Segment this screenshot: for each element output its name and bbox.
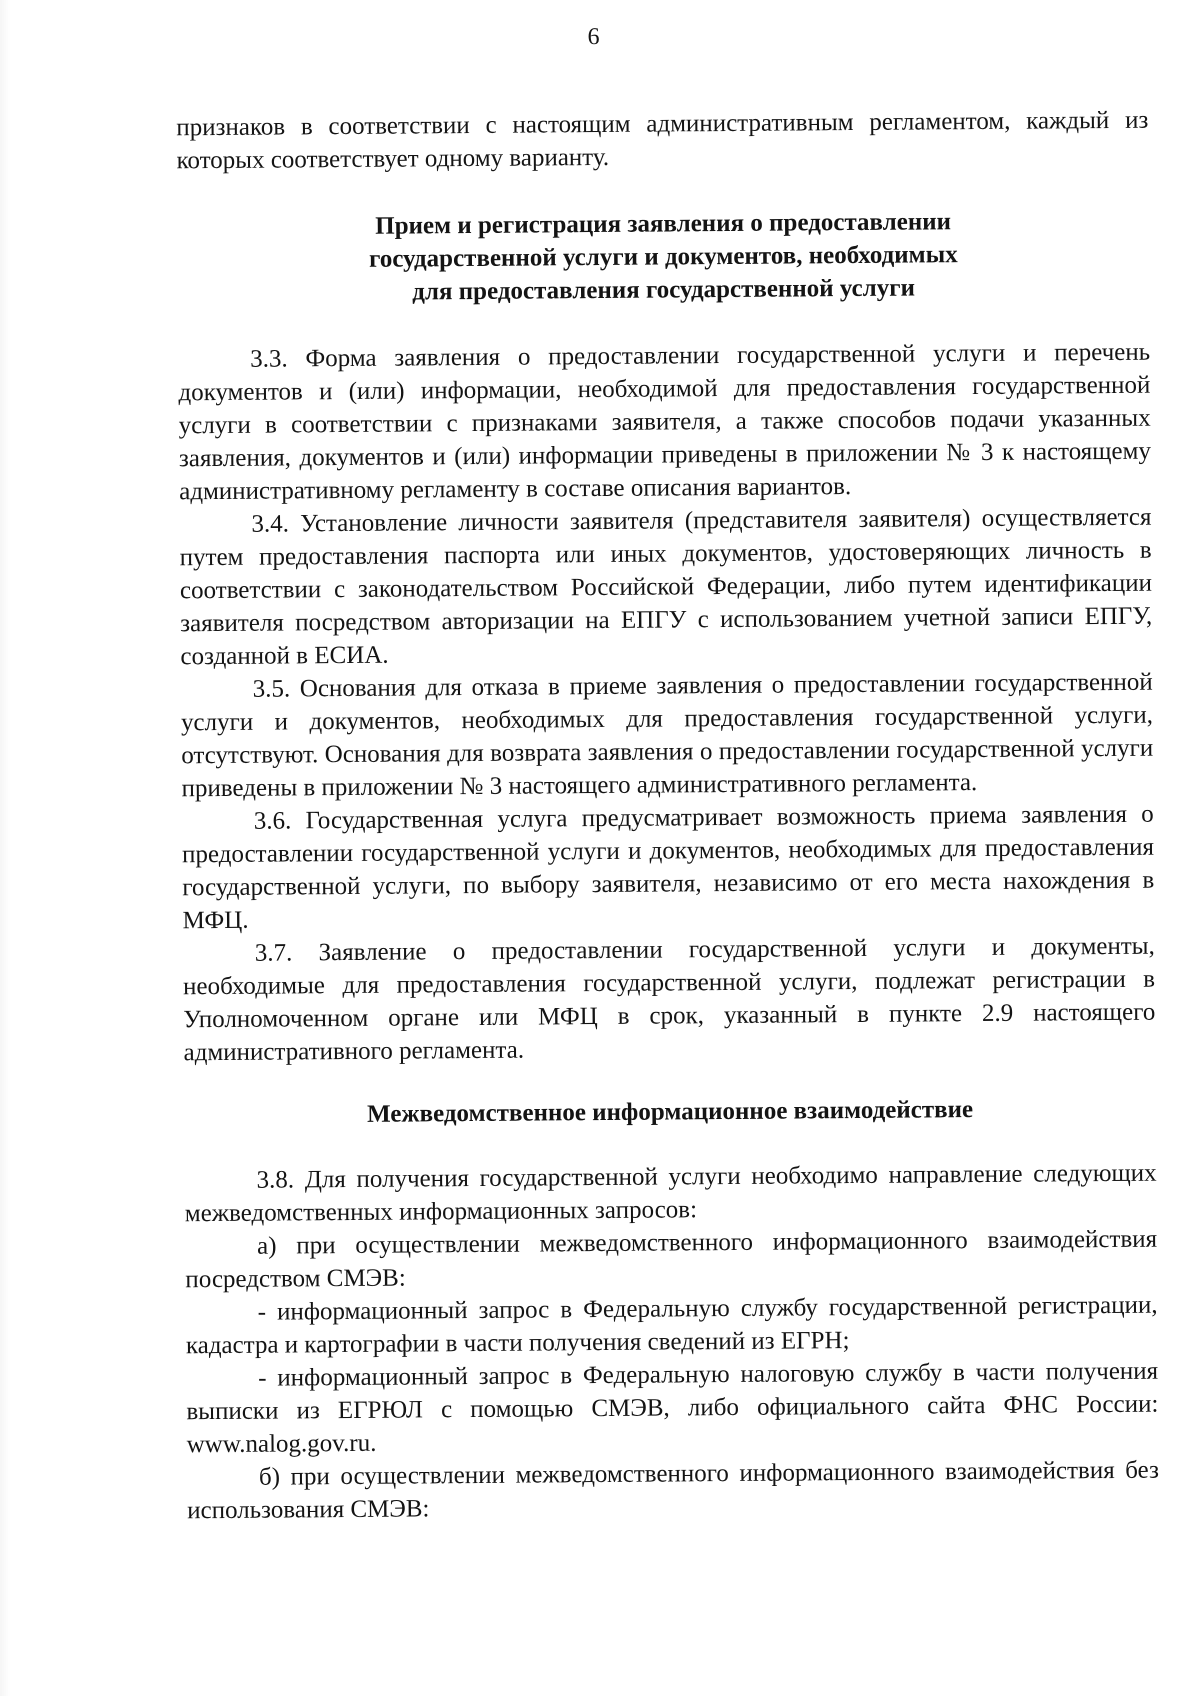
section-heading-interaction: Межведомственное информационное взаимодействие — [366, 1096, 974, 1128]
page-number: 6 — [587, 23, 600, 51]
list-item-dash-2: - информационный запрос в Федеральную налоговую службу в части получения выписки из ЕГРЮЛ с помощью СМЭВ, либо официального сайта ФНС России: www.nalog.gov.ru. — [186, 1357, 1159, 1459]
list-item-b: б) при осуществлении межведомственного информационного взаимодействия без использования СМЭВ: — [187, 1456, 1160, 1525]
paragraph-3-8: 3.8. Для получения государственной услуги необходимо направление следующих межведомственных информационных запросов: — [184, 1159, 1157, 1228]
paragraph-3-7: 3.7. Заявление о предоставлении государственной услуги и документы, необходимые для предоставления государственной услуги, подлежат регистрации в Уполномоченном органе или МФЦ в срок, указанный в пункте 2.9 настоящего административного регламента. — [182, 932, 1156, 1067]
list-item-a: а) при осуществлении межведомственного информационного взаимодействия посредством СМЭВ: — [185, 1225, 1158, 1294]
list-item-dash-1: - информационный запрос в Федеральную службу государственной регистрации, кадастра и картографии в части получения сведений из ЕГРН; — [185, 1291, 1158, 1360]
paragraph-3-6: 3.6. Государственная услуга предусматривает возможность приема заявления о предоставлении государственной услуги и документов, необходимых для предоставления государственной услуги, по выбору заявителя, независимо от его места нахождения в МФЦ. — [181, 800, 1155, 935]
heading-line: Прием и регистрация заявления о предоставлении — [375, 208, 952, 240]
paragraph-3-4: 3.4. Установление личности заявителя (представителя заявителя) осуществляется путем предоставления паспорта или иных документов, удостоверяющих личность в соответствии с законодательством Российской Федерации, либо путем идентификации заявителя посредством авторизации на ЕПГУ с использованием учетной записи ЕПГУ, созданной в ЕСИА. — [179, 503, 1153, 671]
section-heading-reception — [177, 204, 1150, 311]
paragraph-3-5: 3.5. Основания для отказа в приеме заявления о предоставлении государственной услуги и документов, необходимых для предоставления государственной услуги, отсутствуют. Основания для возврата заявления о предоставлении государственной услуги приведены в приложении № 3 настоящего административного регламента. — [180, 668, 1154, 803]
paragraph-3-3: 3.3. Форма заявления о предоставлении государственной услуги и перечень документов и (или) информации, необходимой для предоставления государственной услуги в соответствии с признаками заявителя, а также способов подачи указанных заявления, документов и (или) информации приведены в приложении № 3 к настоящему административному регламенту в составе описания вариантов. — [178, 338, 1152, 506]
document-body — [176, 104, 1159, 1528]
heading-line: для предоставления государственной услуги — [412, 274, 916, 306]
heading-line: государственной услуги и документов, необходимых — [368, 241, 958, 273]
intro-paragraph: признаков в соответствии с настоящим административным регламентом, каждый из которых соответствует одному варианту. — [176, 106, 1149, 175]
